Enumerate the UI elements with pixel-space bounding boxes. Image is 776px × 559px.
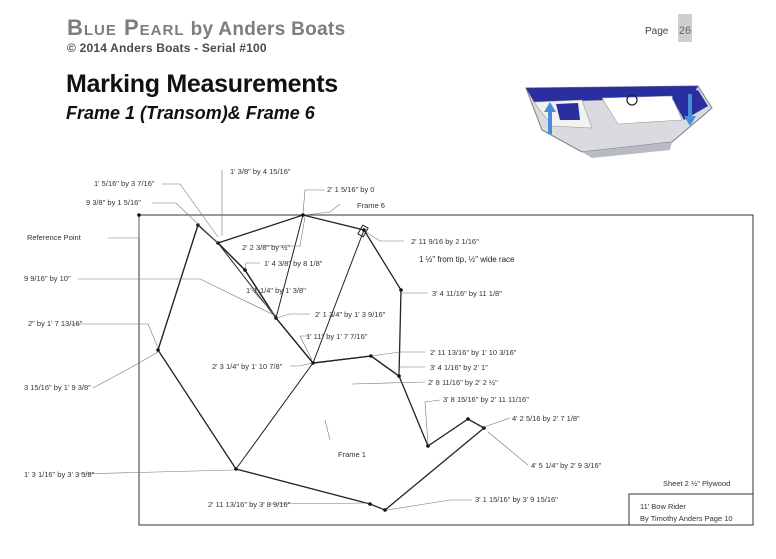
page-subtitle: Frame 1 (Transom)& Frame 6 [66, 103, 315, 123]
measurement-label: 4' 2 5/16 by 2' 7 1/8" [512, 414, 580, 423]
measurement-label: 9 9/16" by 10" [24, 274, 71, 283]
page-title: Marking Measurements [66, 70, 338, 98]
measurement-label: 3' 8 15/16" by 2' 11 11/16" [443, 395, 529, 404]
measurement-label: 9 3/8" by 1 5/16" [86, 198, 141, 207]
measurement-label: 1' 11" by 1' 7 7/16" [306, 332, 368, 341]
measurement-label: 2' 1 3/4" by 1' 3 9/16" [315, 310, 386, 319]
measurement-label: 4' 5 1/4" by 2' 9 3/16" [531, 461, 602, 470]
measurement-label: 2' 2 3/8" by ½" [242, 243, 291, 252]
title-block-author: By Timothy Anders Page 10 [640, 514, 733, 523]
measurement-label: 2' 1 5/16" by 0 [327, 185, 375, 194]
measurement-label: 2' 11 9/16 by 2 1/16" [411, 237, 479, 246]
frame-6-label: Frame 6 [357, 201, 385, 210]
measurement-label: 2" by 1' 7 13/16" [28, 319, 83, 328]
measurement-label: 2' 11 13/16" by 3' 8 9/16" [208, 500, 291, 509]
brand-name: Blue Pearl [67, 15, 185, 40]
measurement-label: 2' 3 1/4" by 1' 10 7/8" [212, 362, 283, 371]
measurement-label: 2' 11 13/16" by 1' 10 3/16" [430, 348, 517, 357]
frame-1-label: Frame 1 [338, 450, 366, 459]
sheet-label: Sheet 2 ½" Plywood [663, 479, 731, 488]
measurement-label: 1' 1 1/4" by 1' 3/8" [246, 286, 306, 295]
page-label: Page [645, 26, 669, 37]
copyright-notice: © 2014 Anders Boats - Serial #100 [67, 41, 267, 55]
measurement-label: 3' 1 15/16" by 3' 9 15/16" [475, 495, 558, 504]
title-block-project: 11' Bow Rider [640, 502, 686, 511]
measurement-label: 1' 3/8" by 4 15/16" [230, 167, 291, 176]
measurement-label: 2' 8 11/16" by 2' 2 ½" [428, 378, 498, 387]
measurement-label: 3' 4 1/16" by 2' 1" [430, 363, 488, 372]
brand-byline: by Anders Boats [190, 19, 346, 40]
page-number: 26 [678, 14, 692, 42]
measurement-label: 1' 3 1/16" by 3' 3 5/8" [24, 470, 95, 479]
measurement-label: 3' 4 11/16" by 11 1/8" [432, 289, 502, 298]
reference-point-label: Reference Point [27, 233, 81, 242]
measurement-label: 1' 4 3/8" by 8 1/8" [264, 259, 323, 268]
frame-6-outline [218, 215, 401, 376]
measurement-label: 3 15/16" by 1' 9 3/8" [24, 383, 91, 392]
race-note-label: 1 ½" from tip, ½" wide race [419, 255, 515, 264]
measurement-label: 1' 5/16" by 3 7/16" [94, 179, 155, 188]
